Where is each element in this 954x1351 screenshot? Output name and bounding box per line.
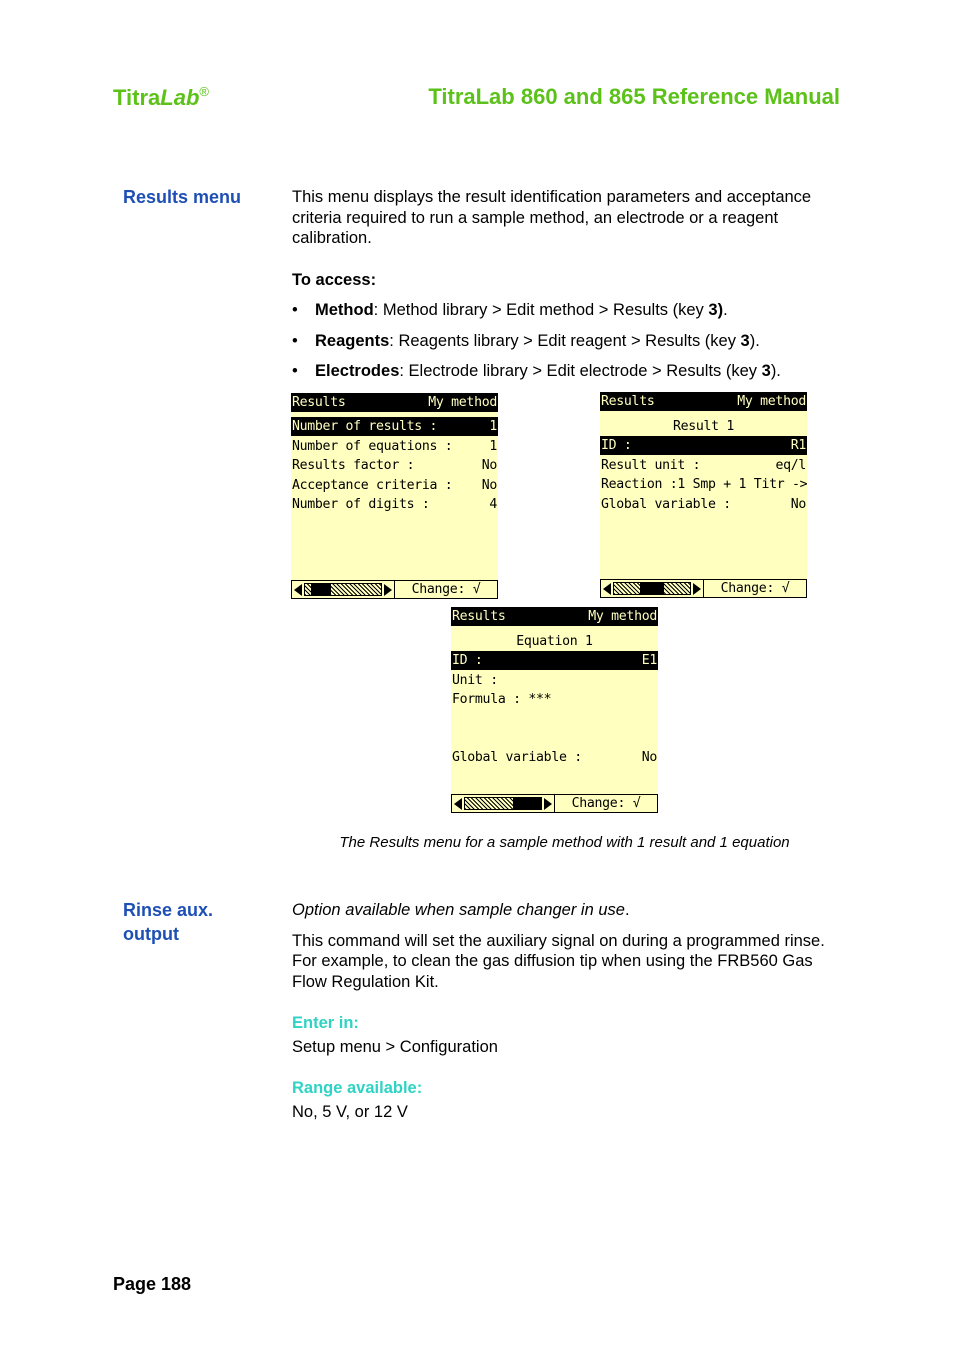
access-item-electrodes: • Electrodes: Electrode library > Edit electrode > Results (key 3). xyxy=(292,362,781,380)
lcd-screen-equation-1 xyxy=(451,607,658,813)
lcd-title-bar: Results My method xyxy=(601,394,806,409)
left-arrow-icon xyxy=(601,580,613,597)
lcd-row: Result unit : eq/l xyxy=(601,458,806,473)
range-label: Range available: xyxy=(292,1079,423,1097)
scrollbar xyxy=(464,797,542,810)
lcd-row: Acceptance criteria : No xyxy=(292,478,497,493)
lcd-row: Global variable : No xyxy=(601,497,806,512)
rinse-description: This command will set the auxiliary signal on during a programmed rinse. For example, to clean the gas diffusion tip when using the FRB560 Gas Flow Regulation Kit. xyxy=(292,931,825,991)
page-number: Page 188 xyxy=(113,1274,192,1294)
lcd-screen-results xyxy=(291,393,498,599)
lcd-row: Global variable : No xyxy=(452,750,657,765)
range-value: No, 5 V, or 12 V xyxy=(292,1102,408,1121)
lcd-footer xyxy=(291,580,498,599)
brand-logo: TitraLab® xyxy=(113,84,209,110)
right-arrow-icon xyxy=(382,581,394,598)
lcd-row: Number of equations : 1 xyxy=(292,439,497,454)
lcd-row-selected: Number of results : 1 xyxy=(292,419,497,434)
right-arrow-icon xyxy=(691,580,703,597)
access-item-reagents: • Reagents: Reagents library > Edit reagent > Results (key 3). xyxy=(292,331,760,350)
rinse-note: Option available when sample changer in use. xyxy=(292,901,630,919)
lcd-subtitle: Result 1 xyxy=(672,419,735,434)
lcd-screen-result-1 xyxy=(600,392,807,598)
access-heading: To access: xyxy=(292,270,377,289)
left-arrow-icon xyxy=(292,581,304,598)
figure-caption: The Results menu for a sample method with 1 result and 1 equation xyxy=(339,834,790,851)
manual-title: TitraLab 860 and 865 Reference Manual xyxy=(428,84,840,109)
lcd-title-bar: Results My method xyxy=(452,609,657,624)
change-label: Change: √ xyxy=(703,580,806,597)
access-item-method: • Method: Method library > Edit method > Results (key 3). xyxy=(292,301,728,319)
right-arrow-icon xyxy=(542,795,554,812)
lcd-row: Formula : *** xyxy=(452,692,552,707)
lcd-footer xyxy=(600,579,807,598)
rinse-body xyxy=(292,900,837,1122)
enter-in-label: Enter in: xyxy=(292,1014,359,1032)
lcd-row: Number of digits : 4 xyxy=(292,497,497,512)
lcd-row: Reaction : 1 Smp + 1 Titr -> xyxy=(601,477,808,492)
results-menu-body xyxy=(292,187,837,392)
access-list xyxy=(292,300,837,382)
scrollbar xyxy=(304,583,382,596)
lcd-row: Unit : xyxy=(452,673,498,688)
lcd-footer xyxy=(451,794,658,813)
change-label: Change: √ xyxy=(554,795,657,812)
scrollbar xyxy=(613,582,691,595)
lcd-row: Results factor : No xyxy=(292,458,497,473)
lcd-row-selected: ID : R1 xyxy=(601,438,806,453)
results-menu-heading: Results menu xyxy=(123,187,242,207)
change-label: Change: √ xyxy=(394,581,497,598)
lcd-row-selected: ID : E1 xyxy=(452,653,657,668)
lcd-title-bar: Results My method xyxy=(292,395,497,410)
rinse-heading: Rinse aux. output xyxy=(123,900,214,944)
results-menu-intro: This menu displays the result identification parameters and acceptance criteria required to run a sample method, an electrode or a reagent calibration. xyxy=(292,188,812,247)
enter-in-value: Setup menu > Configuration xyxy=(292,1037,498,1056)
left-arrow-icon xyxy=(452,795,464,812)
lcd-subtitle: Equation 1 xyxy=(516,634,593,649)
